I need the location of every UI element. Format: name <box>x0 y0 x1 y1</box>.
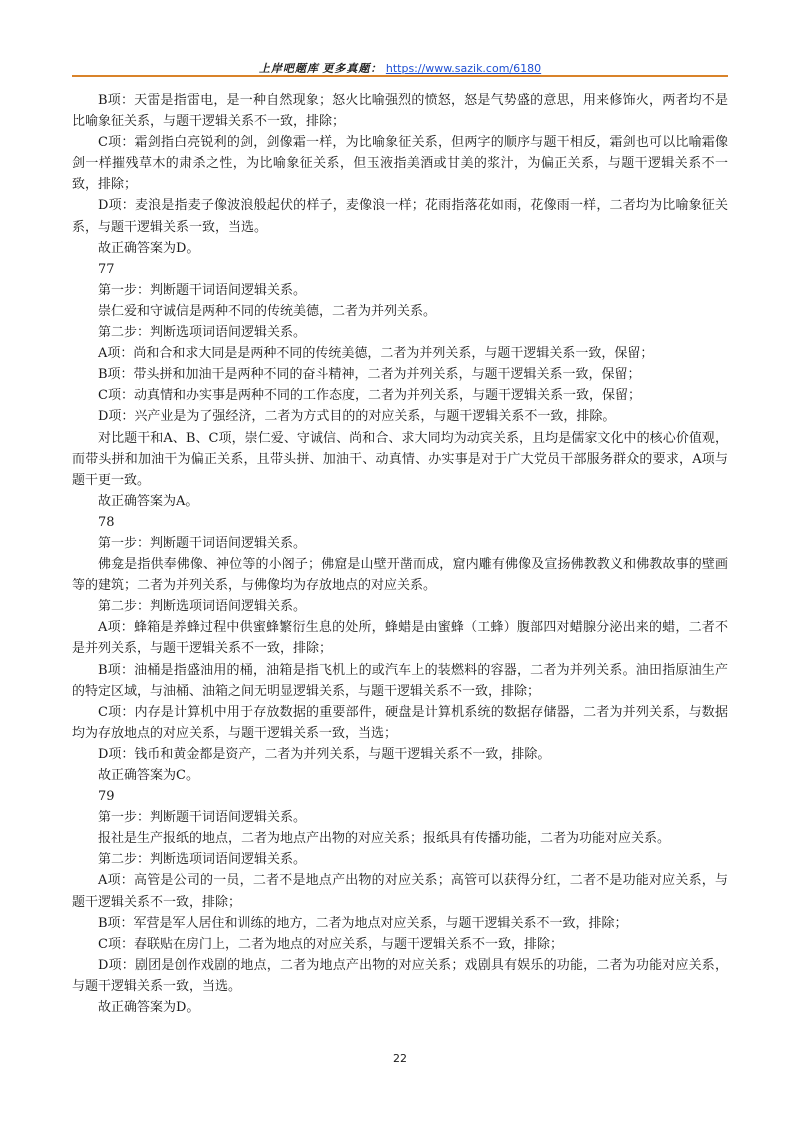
page-number: 22 <box>393 1052 407 1065</box>
paragraph: 78 <box>98 514 115 530</box>
paragraph: C项：霜剑指白亮锐利的剑，剑像霜一样，为比喻象征关系，但两字的顺序与题干相反，霜剑也可以比喻霜像剑一样摧残草木的肃杀之性，为比喻象征关系，但玉液指美酒或甘美的浆汁，为偏正关系，与题干逻辑关系不一致，排除； <box>72 135 728 193</box>
paragraph: C项：动真情和办实事是两种不同的工作态度，二者为并列关系，与题干逻辑关系一致，保留； <box>98 388 641 404</box>
paragraph: 第一步：判断题干词语间逻辑关系。 <box>98 810 307 826</box>
paragraph: 第一步：判断题干词语间逻辑关系。 <box>98 282 307 298</box>
paragraph: 第一步：判断题干词语间逻辑关系。 <box>98 535 307 551</box>
paragraph: B项：天雷是指雷电，是一种自然现象；怒火比喻强烈的愤怒，怒是气势盛的意思，用来修饰火，两者均不是比喻象征关系，与题干逻辑关系不一致，排除； <box>72 93 728 130</box>
paragraph: D项：剧团是创作戏剧的地点，二者为地点产出物的对应关系；戏剧具有娱乐的功能，二者为功能对应关系，与题干逻辑关系一致，当选。 <box>72 957 728 994</box>
paragraph: A项：高管是公司的一员，二者不是地点产出物的对应关系；高管可以获得分红，二者不是功能对应关系，与题干逻辑关系不一致，排除； <box>72 873 728 910</box>
paragraph: B项：军营是军人居住和训练的地方，二者为地点对应关系，与题干逻辑关系不一致，排除； <box>98 915 628 931</box>
paragraph: D项：兴产业是为了强经济，二者为方式目的的对应关系，与题干逻辑关系不一致，排除。 <box>98 409 616 425</box>
paragraph: 79 <box>98 789 115 805</box>
paragraph: B项：带头拼和加油干是两种不同的奋斗精神，二者为并列关系，与题干逻辑关系一致，保留； <box>98 367 641 383</box>
header-label: 更多真题： <box>322 62 383 75</box>
paragraph: 对比题干和A、B、C项，崇仁爱、守诚信、尚和合、求大同均为动宾关系，且均是儒家文化中的核心价值观，而带头拼和加油干为偏正关系，且带头拼、加油干、动真情、办实事是对于广大党员干部服务群众的要求，A项与题干更一致。 <box>72 430 728 488</box>
page-body <box>72 90 728 1018</box>
paragraph: 报社是生产报纸的地点，二者为地点产出物的对应关系；报纸具有传播功能，二者为功能对应关系。 <box>98 831 671 847</box>
paragraph: D项：麦浪是指麦子像波浪般起伏的样子，麦像浪一样；花雨指落花如雨，花像雨一样，二者均为比喻象征关系，与题干逻辑关系一致，当选。 <box>72 198 728 235</box>
paragraph: 故正确答案为D。 <box>98 240 200 256</box>
paragraph: D项：钱币和黄金都是资产，二者为并列关系，与题干逻辑关系不一致，排除。 <box>98 746 551 762</box>
paragraph: 故正确答案为C。 <box>98 768 199 783</box>
paragraph: 佛龛是指供奉佛像、神位等的小阁子；佛窟是山壁开凿而成，窟内雕有佛像及宣扬佛教教义和佛教故事的壁画等的建筑；二者为并列关系，与佛像均为存放地点的对应关系。 <box>72 557 728 594</box>
paragraph: 故正确答案为A。 <box>98 493 199 509</box>
paragraph: B项：油桶是指盛油用的桶，油箱是指飞机上的或汽车上的装燃料的容器，二者为并列关系。油田指原油生产的特定区域，与油桶、油箱之间无明显逻辑关系，与题干逻辑关系不一致，排除； <box>72 662 728 699</box>
paragraph: A项：尚和合和求大同是是两种不同的传统美德，二者为并列关系，与题干逻辑关系一致，保留； <box>98 346 654 362</box>
header-link[interactable]: https://www.sazik.com/6180 <box>385 62 542 75</box>
paragraph: C项：内存是计算机中用于存放数据的重要部件，硬盘是计算机系统的数据存储器，二者为并列关系，与数据均为存放地点的对应关系，与题干逻辑关系一致，当选； <box>72 704 728 741</box>
paragraph: 崇仁爱和守诚信是两种不同的传统美德，二者为并列关系。 <box>98 303 437 319</box>
page-header <box>72 60 728 76</box>
header-divider <box>72 75 728 77</box>
paragraph: C项：春联贴在房门上，二者为地点的对应关系，与题干逻辑关系不一致，排除； <box>98 936 563 952</box>
paragraph: 故正确答案为D。 <box>98 1000 200 1016</box>
paragraph: 77 <box>98 261 115 277</box>
site-name: 上岸吧题库 <box>258 62 319 75</box>
paragraph: 第二步：判断选项词语间逻辑关系。 <box>98 325 307 341</box>
paragraph: A项：蜂箱是养蜂过程中供蜜蜂繁衍生息的处所，蜂蜡是由蜜蜂（工蜂）腹部四对蜡腺分泌出来的蜡，二者不是并列关系，与题干逻辑关系不一致，排除； <box>72 620 728 657</box>
paragraph: 第二步：判断选项词语间逻辑关系。 <box>98 599 307 615</box>
paragraph: 第二步：判断选项词语间逻辑关系。 <box>98 852 307 868</box>
